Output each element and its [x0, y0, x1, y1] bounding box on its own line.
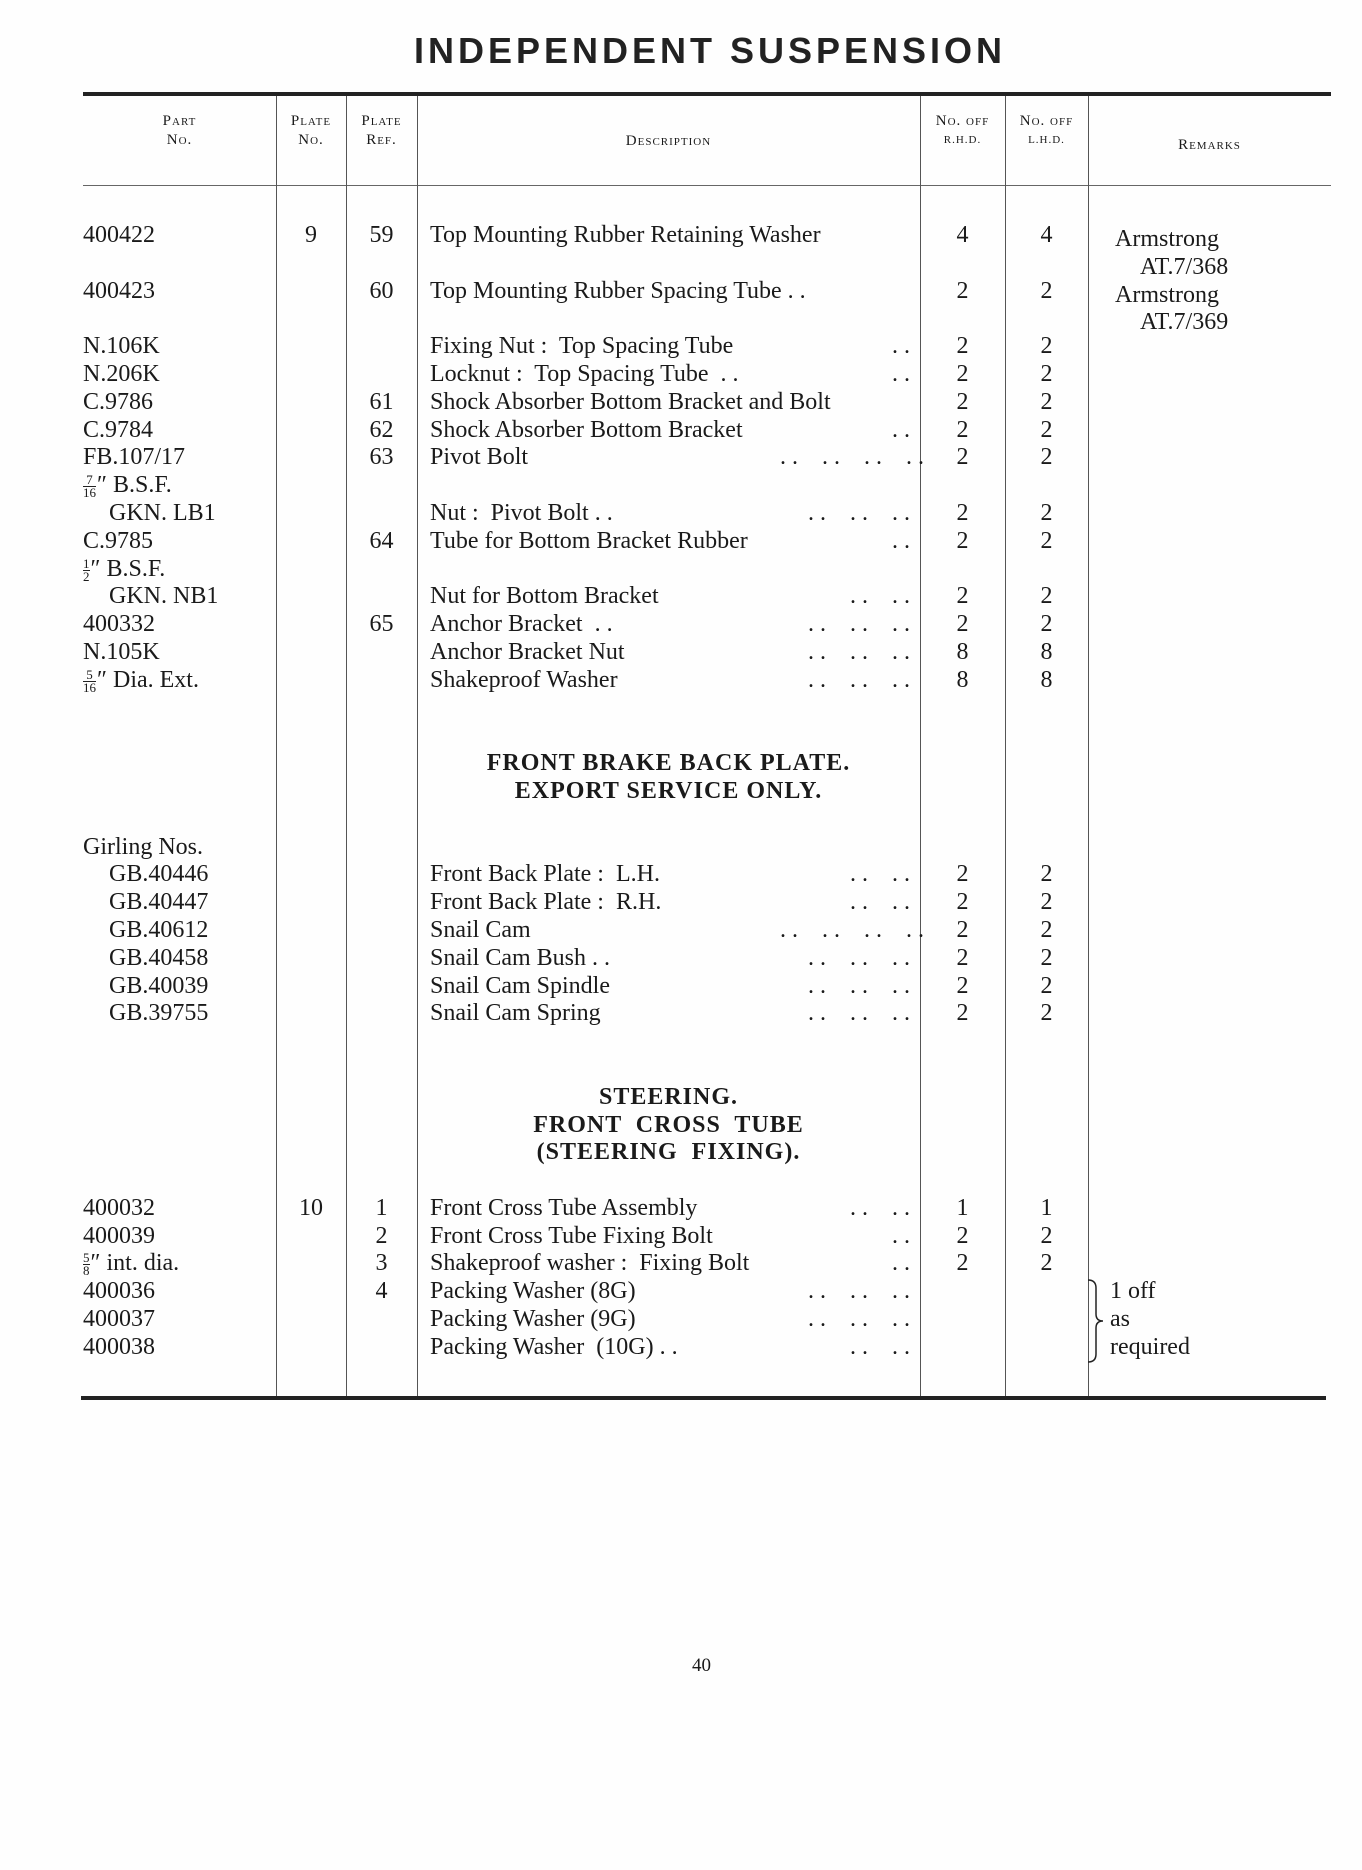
part-number-text: C.9786	[83, 388, 154, 415]
plate-number: 10	[299, 1194, 323, 1221]
quantity-rhd: 2	[956, 972, 969, 999]
part-number-text: 400332	[83, 611, 155, 638]
part-number	[83, 1334, 155, 1362]
description: Packing Washer (8G)	[430, 1278, 636, 1305]
quantity-lhd: 4	[1040, 222, 1053, 248]
quantity-rhd: 8	[956, 638, 969, 665]
quantity-rhd: 2	[956, 583, 969, 610]
part-number-text: ″ Dia. Ext.	[97, 666, 199, 693]
header-line: L.H.D.	[1028, 134, 1065, 146]
part-number-text: 400032	[83, 1194, 155, 1221]
bottom-rule	[81, 1396, 1326, 1400]
part-number-text: N.106K	[83, 333, 160, 360]
quantity-lhd: 2	[1040, 916, 1053, 943]
brace-icon	[1086, 1278, 1106, 1364]
page-title: INDEPENDENT SUSPENSION	[413, 30, 1007, 71]
quantity-lhd: 2	[1040, 360, 1053, 387]
plate-reference: 2	[375, 1222, 388, 1249]
quantity-rhd: 2	[956, 1222, 969, 1249]
quantity-rhd: 1	[956, 1194, 969, 1221]
quantity-rhd: 2	[956, 1250, 969, 1277]
dot-leader: . .	[892, 360, 910, 387]
dot-leader: . . . .	[850, 583, 910, 610]
part-number	[83, 472, 172, 500]
part-number	[83, 528, 153, 556]
fraction	[83, 555, 90, 584]
part-number-text: 400037	[83, 1306, 155, 1333]
part-number-text: ″ int. dia.	[90, 1250, 180, 1277]
dot-leader: . . . . . .	[808, 1278, 910, 1305]
remarks: 1 off	[1110, 1278, 1156, 1305]
section-heading: (STEERING FIXING).	[536, 1139, 801, 1166]
remarks: AT.7/368	[1140, 253, 1229, 280]
section-heading-row	[0, 1084, 1362, 1112]
plate-reference: 1	[375, 1194, 388, 1221]
quantity-lhd: 2	[1040, 861, 1053, 888]
dot-leader: . . . . . .	[808, 1000, 910, 1027]
part-number-text: GB.40446	[109, 861, 209, 888]
table-row	[0, 1223, 1362, 1251]
dot-leader: . . . . . .	[808, 666, 910, 693]
description: Snail Cam Spindle	[430, 972, 610, 999]
quantity-lhd: 1	[1040, 1194, 1053, 1221]
table-row	[0, 472, 1362, 500]
quantity-lhd: 2	[1040, 1222, 1053, 1249]
dot-leader: . . . . . . . .	[780, 444, 924, 471]
quantity-rhd: 2	[956, 916, 969, 943]
quantity-lhd: 2	[1040, 444, 1053, 471]
plate-reference: 63	[369, 444, 394, 471]
description: Pivot Bolt	[430, 444, 529, 471]
dot-leader: . .	[892, 416, 910, 443]
part-number	[109, 500, 216, 528]
section-heading-row	[0, 778, 1362, 806]
table-row	[0, 1028, 1362, 1056]
quantity-rhd: 2	[956, 611, 969, 638]
plate-reference: 60	[369, 277, 394, 304]
header-plate-no	[276, 112, 346, 150]
part-number	[83, 667, 199, 695]
table-row	[0, 1167, 1362, 1195]
description: Snail Cam	[430, 916, 531, 943]
dot-leader: . .	[892, 527, 910, 554]
description: Packing Washer (10G) . .	[430, 1333, 678, 1360]
description: Snail Cam Spring	[430, 1000, 601, 1027]
header-remarks: Remarks	[1178, 137, 1241, 153]
description: Tube for Bottom Bracket Rubber	[430, 527, 748, 554]
part-number	[109, 583, 218, 611]
quantity-rhd: 4	[956, 222, 969, 248]
quantity-rhd: 2	[956, 1000, 969, 1027]
quantity-lhd: 2	[1040, 499, 1053, 526]
part-number-text: 400036	[83, 1278, 155, 1305]
table-row	[0, 278, 1362, 306]
part-number	[83, 834, 203, 862]
part-number-text: GB.40039	[109, 972, 209, 999]
part-number-text: GKN. LB1	[109, 499, 216, 526]
description: Top Mounting Rubber Spacing Tube . .	[430, 277, 806, 304]
table-row	[0, 444, 1362, 472]
plate-reference: 64	[369, 527, 394, 554]
fraction-numerator: 7	[83, 474, 96, 487]
quantity-rhd: 2	[956, 277, 969, 304]
part-number	[83, 389, 153, 417]
table-row	[0, 1306, 1362, 1334]
quantity-rhd: 2	[956, 333, 969, 360]
table-row	[0, 389, 1362, 417]
table-row	[0, 861, 1362, 889]
part-number-text: N.206K	[83, 360, 160, 387]
fraction-denominator: 8	[83, 1263, 90, 1279]
dot-leader: . . . . . .	[808, 638, 910, 665]
table-row	[0, 305, 1362, 336]
table-row	[0, 1195, 1362, 1223]
part-number-text: C.9784	[83, 416, 154, 443]
part-number-text: 400423	[83, 277, 155, 304]
section-heading: STEERING.	[598, 1083, 739, 1110]
header-line: No.	[298, 132, 324, 148]
table-row	[0, 222, 1362, 250]
table-row	[0, 722, 1362, 750]
part-number	[83, 1306, 155, 1334]
dot-leader: . . . . . .	[808, 611, 910, 638]
table-row	[0, 695, 1362, 723]
header-line: No. off	[1019, 113, 1074, 129]
quantity-lhd: 8	[1040, 666, 1053, 693]
table-row	[0, 1000, 1362, 1028]
table-row	[0, 889, 1362, 917]
description: Front Cross Tube Fixing Bolt	[430, 1222, 713, 1249]
part-number	[83, 611, 155, 639]
description: Shock Absorber Bottom Bracket	[430, 416, 743, 443]
header-line: No. off	[935, 113, 990, 129]
quantity-rhd: 2	[956, 527, 969, 554]
quantity-lhd: 2	[1040, 527, 1053, 554]
description: Anchor Bracket . .	[430, 611, 613, 638]
remarks: AT.7/369	[1140, 309, 1229, 336]
quantity-lhd: 2	[1040, 611, 1053, 638]
part-number	[109, 945, 208, 973]
description: Locknut : Top Spacing Tube . .	[430, 360, 739, 387]
dot-leader: . . . . . .	[808, 972, 910, 999]
part-number	[83, 1278, 155, 1306]
table-row	[0, 583, 1362, 611]
quantity-lhd: 8	[1040, 638, 1053, 665]
dot-leader: . .	[892, 333, 910, 360]
quantity-lhd: 2	[1040, 333, 1053, 360]
part-number-text: GB.39755	[109, 1000, 209, 1027]
part-number	[83, 333, 160, 361]
section-heading-row	[0, 1112, 1362, 1140]
table-row	[0, 417, 1362, 445]
description: Top Mounting Rubber Retaining Washer	[430, 222, 821, 248]
part-number	[109, 1000, 208, 1028]
parts-table	[0, 222, 1362, 1362]
table-row	[0, 945, 1362, 973]
part-number	[83, 222, 155, 250]
quantity-rhd: 2	[956, 360, 969, 387]
description: Snail Cam Bush . .	[430, 944, 611, 971]
dot-leader: . . . . . .	[808, 1306, 910, 1333]
plate-reference: 4	[375, 1278, 388, 1305]
description: Front Back Plate : L.H.	[430, 861, 660, 888]
quantity-lhd: 2	[1040, 889, 1053, 916]
fraction	[83, 474, 96, 499]
quantity-rhd: 2	[956, 944, 969, 971]
remarks: Armstrong	[1115, 281, 1219, 308]
part-number-text: Girling Nos.	[83, 833, 203, 860]
quantity-lhd: 2	[1040, 944, 1053, 971]
fraction-numerator: 1	[83, 555, 90, 571]
table-row	[0, 834, 1362, 862]
dot-leader: . . . .	[850, 889, 910, 916]
part-number	[83, 417, 153, 445]
part-number-text: ″ B.S.F.	[90, 555, 166, 582]
part-number	[83, 1250, 179, 1278]
plate-number: 9	[305, 222, 317, 248]
header-no-off-rhd	[920, 112, 1005, 150]
quantity-rhd: 2	[956, 861, 969, 888]
header-description: Description	[625, 133, 712, 149]
fraction-denominator: 16	[83, 485, 96, 501]
plate-reference: 61	[369, 388, 394, 415]
section-heading: FRONT CROSS TUBE	[533, 1111, 804, 1138]
description: Shock Absorber Bottom Bracket and Bolt	[430, 388, 831, 415]
part-number	[83, 278, 155, 306]
dot-leader: . .	[892, 1250, 910, 1277]
part-number	[83, 361, 160, 389]
quantity-lhd: 2	[1040, 1250, 1053, 1277]
part-number-text: C.9785	[83, 527, 154, 554]
quantity-lhd: 2	[1040, 388, 1053, 415]
remarks: Armstrong	[1115, 226, 1219, 252]
quantity-rhd: 8	[956, 666, 969, 693]
table-row	[0, 500, 1362, 528]
top-rule	[83, 92, 1331, 96]
header-no-off-lhd	[1005, 112, 1088, 150]
table-row	[0, 333, 1362, 361]
part-number	[83, 1223, 155, 1251]
quantity-rhd: 2	[956, 889, 969, 916]
table-row	[0, 1056, 1362, 1084]
quantity-lhd: 2	[1040, 1000, 1053, 1027]
fraction-numerator: 5	[83, 669, 96, 682]
part-number-text: N.105K	[83, 638, 160, 665]
table-row	[0, 611, 1362, 639]
part-number	[109, 889, 208, 917]
part-number	[83, 556, 165, 584]
part-number-text: GB.40447	[109, 889, 209, 916]
dot-leader: . .	[892, 1222, 910, 1249]
header-line: Part	[162, 113, 197, 129]
description: Packing Washer (9G)	[430, 1306, 636, 1333]
fraction	[83, 666, 96, 695]
part-number	[83, 444, 185, 472]
remarks: as	[1110, 1306, 1130, 1333]
quantity-rhd: 2	[956, 499, 969, 526]
remarks: required	[1110, 1333, 1190, 1360]
quantity-lhd: 2	[1040, 583, 1053, 610]
dot-leader: . . . . . .	[808, 499, 910, 526]
quantity-lhd: 2	[1040, 972, 1053, 999]
fraction	[83, 1252, 90, 1277]
section-heading-row	[0, 1139, 1362, 1167]
description: Shakeproof washer : Fixing Bolt	[430, 1250, 750, 1277]
header-part-no	[83, 112, 276, 150]
description: Front Cross Tube Assembly	[430, 1194, 698, 1221]
dot-leader: . . . .	[850, 1333, 910, 1360]
description: Anchor Bracket Nut	[430, 638, 625, 665]
part-number-text: 400039	[83, 1222, 155, 1249]
fraction-denominator: 16	[83, 679, 96, 695]
table-row	[0, 250, 1362, 278]
fraction-numerator: 5	[83, 1250, 90, 1266]
plate-reference: 65	[369, 611, 394, 638]
quantity-rhd: 2	[956, 444, 969, 471]
table-row	[0, 528, 1362, 556]
description: Front Back Plate : R.H.	[430, 889, 662, 916]
part-number-text: ″ B.S.F.	[97, 472, 172, 499]
header-line: R.H.D.	[943, 134, 982, 146]
quantity-rhd: 2	[956, 388, 969, 415]
part-number-text: 400038	[83, 1333, 155, 1360]
description: Fixing Nut : Top Spacing Tube	[430, 333, 734, 360]
description: Nut for Bottom Bracket	[430, 583, 659, 610]
header-line: Ref.	[366, 132, 397, 148]
part-number-text: GB.40458	[109, 944, 209, 971]
description: Shakeproof Washer	[430, 666, 618, 693]
header-rule	[83, 185, 1331, 186]
part-number-text: 400422	[83, 222, 155, 248]
plate-reference: 59	[369, 222, 394, 248]
section-heading-row	[0, 750, 1362, 778]
dot-leader: . . . . . .	[808, 944, 910, 971]
header-plate-ref	[346, 112, 417, 150]
header-line: Plate	[361, 113, 402, 129]
dot-leader: . . . .	[850, 861, 910, 888]
part-number	[109, 973, 208, 1001]
table-row	[0, 361, 1362, 389]
table-row	[0, 917, 1362, 945]
description: Nut : Pivot Bolt . .	[430, 499, 613, 526]
table-row	[0, 667, 1362, 695]
part-number	[83, 639, 160, 667]
dot-leader: . . . . . . . .	[780, 916, 924, 943]
quantity-lhd: 2	[1040, 416, 1053, 443]
part-number-text: GB.40612	[109, 916, 209, 943]
part-number-text: GKN. NB1	[109, 583, 219, 610]
quantity-lhd: 2	[1040, 277, 1053, 304]
table-row	[0, 1250, 1362, 1278]
header-line: No.	[166, 132, 193, 148]
part-number-text: FB.107/17	[83, 444, 186, 471]
plate-reference: 62	[369, 416, 394, 443]
section-heading: FRONT BRAKE BACK PLATE.	[486, 750, 851, 777]
table-row	[0, 806, 1362, 834]
part-number	[109, 861, 208, 889]
header-line: Plate	[290, 113, 332, 129]
part-number	[83, 1195, 155, 1223]
table-row	[0, 556, 1362, 584]
section-heading: EXPORT SERVICE ONLY.	[514, 777, 823, 804]
table-row	[0, 973, 1362, 1001]
dot-leader: . . . .	[850, 1194, 910, 1221]
fraction-denominator: 2	[83, 568, 90, 584]
plate-reference: 3	[375, 1250, 388, 1277]
quantity-rhd: 2	[956, 416, 969, 443]
table-row	[0, 639, 1362, 667]
page-number: 40	[692, 1655, 711, 1676]
table-row	[0, 1334, 1362, 1362]
part-number	[109, 917, 208, 945]
table-row	[0, 1278, 1362, 1306]
